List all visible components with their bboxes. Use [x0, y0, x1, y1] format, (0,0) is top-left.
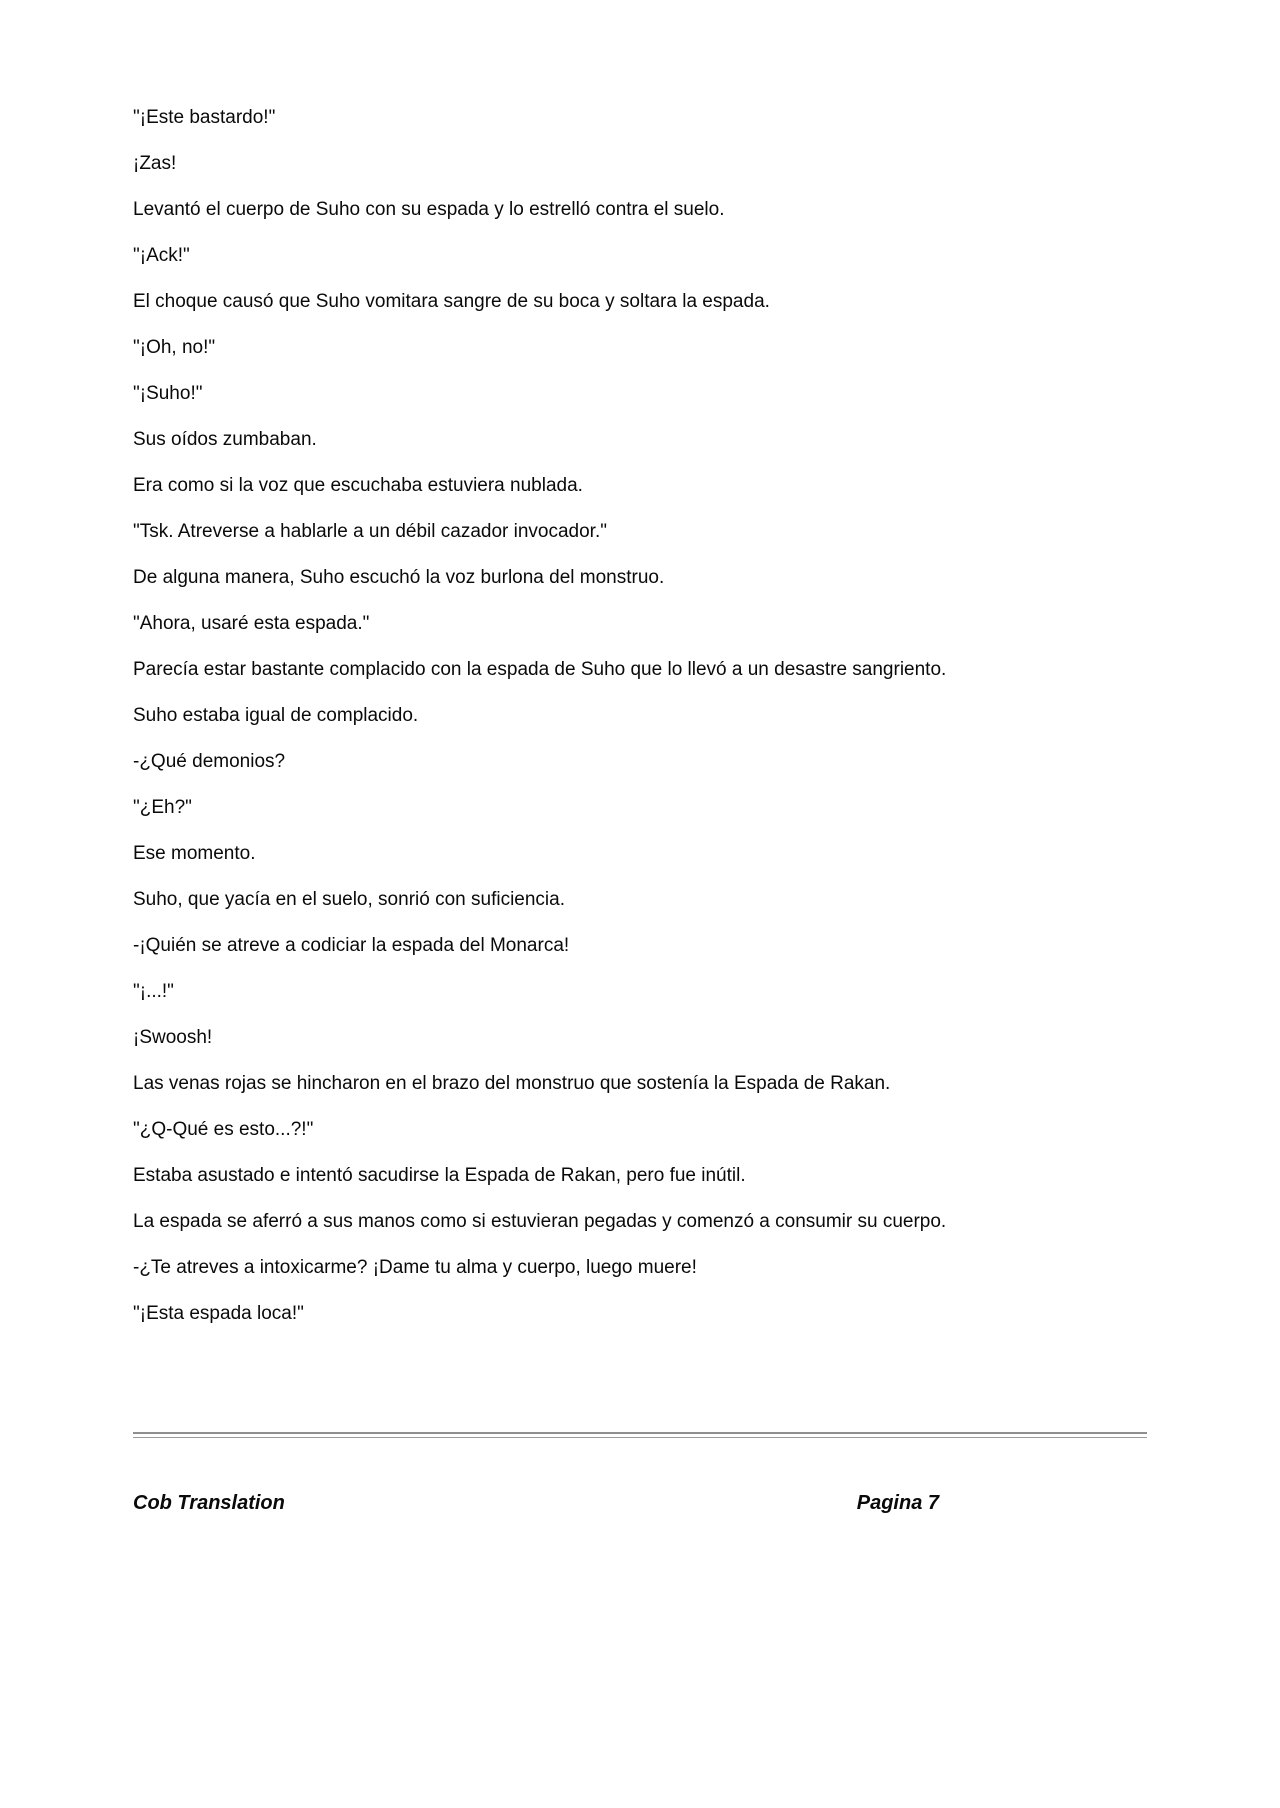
- footer-translator-credit: Cob Translation: [133, 1492, 285, 1514]
- footer-page-number: Pagina 7: [856, 1492, 939, 1514]
- paragraph: Estaba asustado e intentó sacudirse la Espada de Rakan, pero fue inútil.: [133, 1165, 746, 1186]
- paragraph: Las venas rojas se hincharon en el brazo del monstruo que sostenía la Espada de Rakan.: [133, 1073, 891, 1094]
- paragraph: La espada se aferró a sus manos como si estuvieran pegadas y comenzó a consumir su cuerpo.: [133, 1211, 947, 1232]
- paragraph: "¡Oh, no!": [133, 337, 216, 358]
- paragraph: -¿Te atreves a intoxicarme? ¡Dame tu alma y cuerpo, luego muere!: [133, 1257, 697, 1278]
- page-footer: [133, 1492, 1147, 1515]
- paragraph: -¿Qué demonios?: [133, 751, 286, 772]
- paragraph: Suho, que yacía en el suelo, sonrió con suficiencia.: [133, 889, 565, 910]
- paragraph: "¡Este bastardo!": [133, 107, 276, 128]
- paragraph: "¿Q-Qué es esto...?!": [133, 1119, 314, 1140]
- paragraph: ¡Zas!: [133, 153, 177, 174]
- paragraph: Ese momento.: [133, 843, 256, 864]
- paragraph: ¡Swoosh!: [133, 1027, 213, 1048]
- paragraph: "¡Esta espada loca!": [133, 1303, 304, 1324]
- paragraph: Parecía estar bastante complacido con la espada de Suho que lo llevó a un desastre sangriento.: [133, 659, 947, 680]
- footer-divider: [133, 1432, 1147, 1438]
- paragraph: "¡Ack!": [133, 245, 190, 266]
- paragraph: -¡Quién se atreve a codiciar la espada del Monarca!: [133, 935, 570, 956]
- paragraph: "¡...!": [133, 981, 174, 1002]
- paragraph: "Tsk. Atreverse a hablarle a un débil cazador invocador.": [133, 521, 607, 542]
- paragraph: "¿Eh?": [133, 797, 192, 818]
- paragraph: "Ahora, usaré esta espada.": [133, 613, 370, 634]
- paragraph: Era como si la voz que escuchaba estuviera nublada.: [133, 475, 583, 496]
- paragraph: El choque causó que Suho vomitara sangre de su boca y soltara la espada.: [133, 291, 770, 312]
- paragraph: De alguna manera, Suho escuchó la voz burlona del monstruo.: [133, 567, 665, 588]
- paragraph: Sus oídos zumbaban.: [133, 429, 317, 450]
- document-body: [133, 104, 951, 1346]
- paragraph: Suho estaba igual de complacido.: [133, 705, 419, 726]
- paragraph: "¡Suho!": [133, 383, 203, 404]
- paragraph: Levantó el cuerpo de Suho con su espada y lo estrelló contra el suelo.: [133, 199, 725, 220]
